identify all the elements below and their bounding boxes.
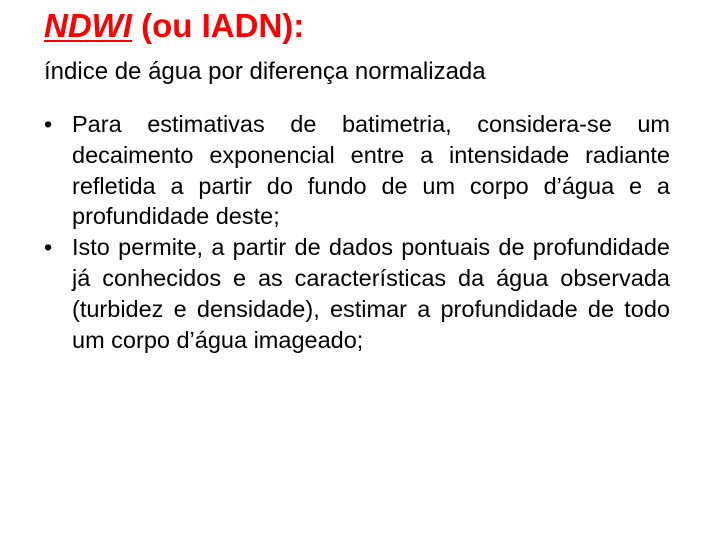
bullet-list <box>44 109 670 355</box>
bullet-text: Para estimativas de batimetria, considera-se um decaimento exponencial entre a intensidade radiante refletida a partir do fundo de um corpo d’água e a profundidade deste; <box>72 111 670 230</box>
slide-subtitle: índice de água por diferença normalizada <box>44 58 486 85</box>
bullet-marker: • <box>44 111 53 137</box>
slide-title <box>44 4 304 48</box>
bullet-item <box>44 109 670 232</box>
bullet-item <box>44 232 670 355</box>
title-rest: (ou IADN): <box>131 7 305 44</box>
title-acronym: NDWI <box>44 7 132 44</box>
bullet-text: Isto permite, a partir de dados pontuais de profundidade já conhecidos e as características da água observada (turbidez e densidade), estimar a profundidade de todo um corpo d’água imageado; <box>72 234 670 353</box>
bullet-marker: • <box>44 234 53 261</box>
